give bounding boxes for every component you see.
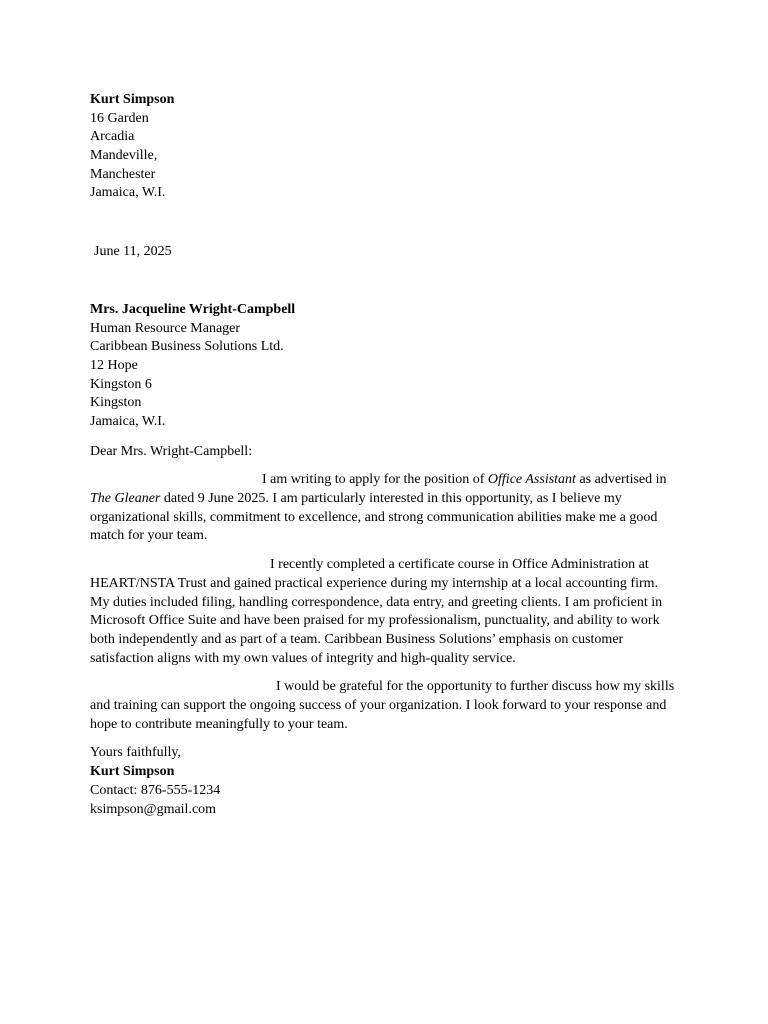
sender-address-line: Jamaica, W.I. <box>90 185 166 201</box>
paragraph-1-part-3: dated 9 June 2025. I am particularly interested in this opportunity, as I believe my organizational skills, commitment to excellence, and strong communication abilities make me a good match for your team. <box>90 491 658 544</box>
recipient-address-line: Jamaica, W.I. <box>90 413 166 429</box>
position-title: Office Assistant <box>487 472 576 488</box>
body-paragraph-3 <box>90 678 680 734</box>
recipient-address-line: 12 Hope <box>90 357 138 373</box>
letter-page <box>90 91 680 819</box>
valediction: Yours faithfully, <box>90 745 182 761</box>
contact-phone: Contact: 876-555-1234 <box>90 782 221 798</box>
paragraph-1-part-2: as advertised in <box>575 472 667 488</box>
sender-address-line: Mandeville, <box>90 148 158 164</box>
paragraph-1-part-1: I am writing to apply for the position of <box>262 472 488 488</box>
paragraph-3-text: I would be grateful for the opportunity to further discuss how my skills and training can support the ongoing success of your organization. I look forward to your response and hope to contribute meaningfully to your team. <box>90 679 675 732</box>
sender-address-line: Manchester <box>90 166 156 182</box>
signature-name: Kurt Simpson <box>90 764 175 780</box>
recipient-address-line: Kingston 6 <box>90 376 152 392</box>
body-paragraph-1 <box>90 471 680 546</box>
sender-address-line: Arcadia <box>90 129 135 145</box>
salutation: Dear Mrs. Wright-Campbell: <box>90 443 253 459</box>
letter-date: June 11, 2025 <box>94 244 172 260</box>
recipient-name: Mrs. Jacqueline Wright-Campbell <box>90 301 296 317</box>
recipient-title: Human Resource Manager <box>90 320 241 336</box>
closing-block <box>90 744 680 819</box>
paragraph-2-text: I recently completed a certificate course in Office Administration at HEART/NSTA Trust and gained practical experience during my internship at a local accounting firm. My duties included filing, handling correspondence, data entry, and greeting clients. I am proficient in Microsoft Office Suite and have been praised for my professionalism, punctuality, and ability to work both independently and as part of a team. Caribbean Business Solutions’ emphasis on customer satisfaction aligns with my own values of integrity and high-quality service. <box>90 557 663 666</box>
recipient-address-line: Kingston <box>90 395 142 411</box>
publication-name: The Gleaner <box>90 491 161 507</box>
contact-email: ksimpson@gmail.com <box>90 801 217 817</box>
sender-address-line: 16 Garden <box>90 110 149 126</box>
sender-name: Kurt Simpson <box>90 92 175 107</box>
recipient-block <box>90 301 680 432</box>
body-paragraph-2 <box>90 556 680 668</box>
sender-block <box>90 91 680 203</box>
recipient-company: Caribbean Business Solutions Ltd. <box>90 339 284 355</box>
